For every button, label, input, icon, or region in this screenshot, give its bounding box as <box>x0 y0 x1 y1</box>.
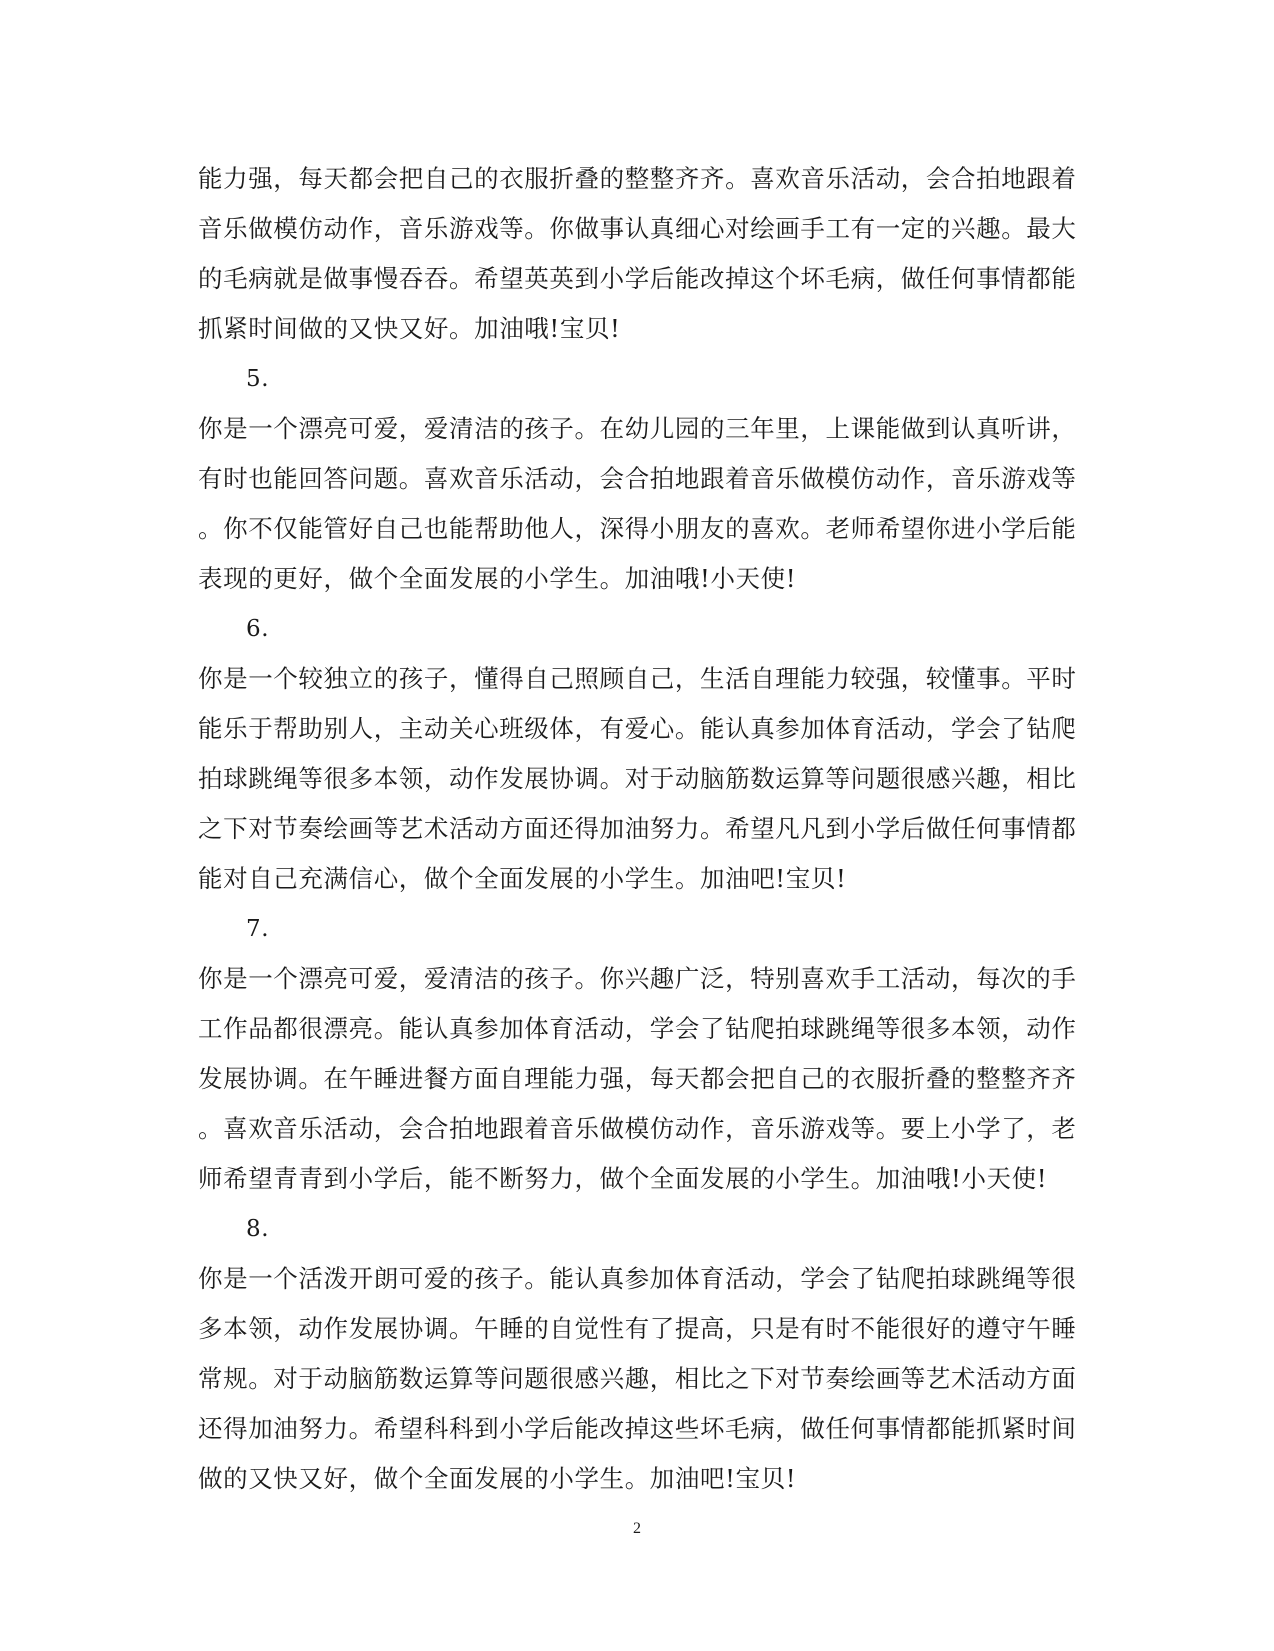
text-line: 拍球跳绳等很多本领，动作发展协调。对于动脑筋数运算等问题很感兴趣，相比 <box>198 764 1077 793</box>
text-line: 多本领，动作发展协调。午睡的自觉性有了提高，只是有时不能很好的遵守午睡 <box>198 1314 1077 1343</box>
text-line: 你是一个漂亮可爱，爱清洁的孩子。你兴趣广泛，特别喜欢手工活动，每次的手 <box>198 964 1077 993</box>
text-line: 做的又快又好，做个全面发展的小学生。加油吧!宝贝! <box>198 1464 797 1493</box>
page-number: 2 <box>633 1520 641 1537</box>
text-line: 能乐于帮助别人，主动关心班级体，有爱心。能认真参加体育活动，学会了钻爬 <box>198 714 1077 743</box>
text-line: 。喜欢音乐活动，会合拍地跟着音乐做模仿动作，音乐游戏等。要上小学了，老 <box>198 1114 1077 1143</box>
text-line: 。你不仅能管好自己也能帮助他人，深得小朋友的喜欢。老师希望你进小学后能 <box>198 514 1077 543</box>
text-line: 能力强，每天都会把自己的衣服折叠的整整齐齐。喜欢音乐活动，会合拍地跟着 <box>198 164 1077 193</box>
text-line: 你是一个较独立的孩子，懂得自己照顾自己，生活自理能力较强，较懂事。平时 <box>198 664 1077 693</box>
text-line: 你是一个活泼开朗可爱的孩子。能认真参加体育活动，学会了钻爬拍球跳绳等很 <box>198 1264 1077 1293</box>
text-line: 抓紧时间做的又快又好。加油哦!宝贝! <box>198 314 621 343</box>
text-line: 你是一个漂亮可爱，爱清洁的孩子。在幼儿园的三年里，上课能做到认真听讲， <box>198 414 1077 443</box>
item-number: 5. <box>246 366 270 392</box>
text-line: 还得加油努力。希望科科到小学后能改掉这些坏毛病，做任何事情都能抓紧时间 <box>198 1414 1077 1443</box>
document-body <box>198 154 1078 1504</box>
text-line: 音乐做模仿动作，音乐游戏等。你做事认真细心对绘画手工有一定的兴趣。最大 <box>198 214 1077 243</box>
text-line: 之下对节奏绘画等艺术活动方面还得加油努力。希望凡凡到小学后做任何事情都 <box>198 814 1077 843</box>
item-number: 8. <box>246 1216 270 1242</box>
text-line: 能对自己充满信心，做个全面发展的小学生。加油吧!宝贝! <box>198 864 847 893</box>
text-line: 工作品都很漂亮。能认真参加体育活动，学会了钻爬拍球跳绳等很多本领，动作 <box>198 1014 1077 1043</box>
text-line: 师希望青青到小学后，能不断努力，做个全面发展的小学生。加油哦!小天使! <box>198 1164 1048 1193</box>
text-line: 发展协调。在午睡进餐方面自理能力强，每天都会把自己的衣服折叠的整整齐齐 <box>198 1064 1077 1093</box>
item-number: 7. <box>246 916 270 942</box>
text-line: 常规。对于动脑筋数运算等问题很感兴趣，相比之下对节奏绘画等艺术活动方面 <box>198 1364 1077 1393</box>
text-line: 表现的更好，做个全面发展的小学生。加油哦!小天使! <box>198 564 797 593</box>
item-number: 6. <box>246 616 270 642</box>
text-line: 有时也能回答问题。喜欢音乐活动，会合拍地跟着音乐做模仿动作，音乐游戏等 <box>198 464 1077 493</box>
text-line: 的毛病就是做事慢吞吞。希望英英到小学后能改掉这个坏毛病，做任何事情都能 <box>198 264 1077 293</box>
